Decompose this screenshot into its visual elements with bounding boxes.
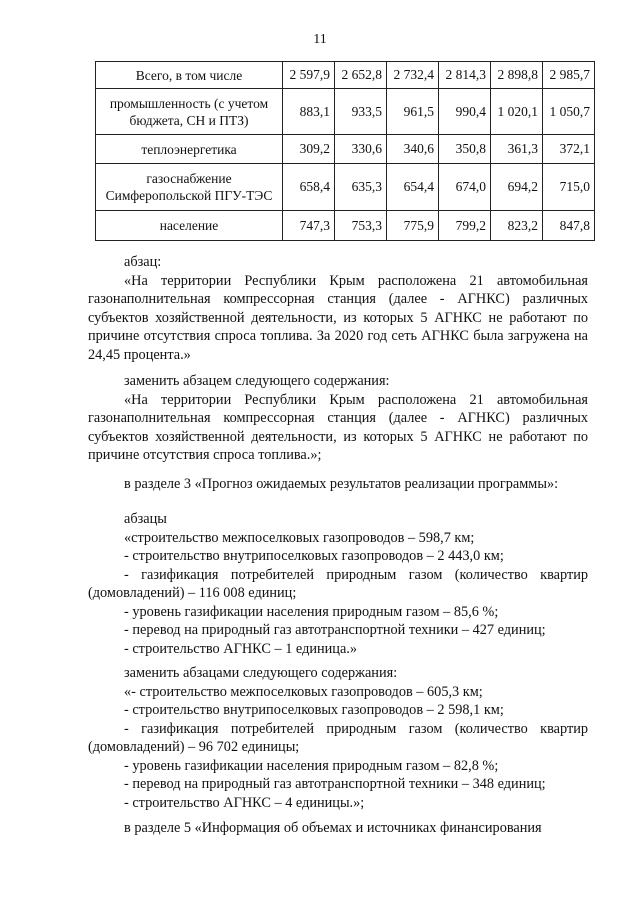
page-number: 11 — [313, 32, 327, 47]
table-row — [96, 62, 595, 89]
cell: 823,2 — [491, 211, 543, 241]
cell: 2 597,9 — [283, 62, 335, 89]
cell: 883,1 — [283, 89, 335, 135]
cell: 753,3 — [335, 211, 387, 241]
list-item: - уровень газификации населения природным газом – 82,8 %; — [124, 757, 499, 774]
cell: 361,3 — [491, 135, 543, 164]
cell: 961,5 — [387, 89, 439, 135]
list-item: «строительство межпоселковых газопроводов – 598,7 км; — [124, 529, 475, 546]
cell: 2 985,7 — [543, 62, 595, 89]
cell: 2 814,3 — [439, 62, 491, 89]
row-label: газоснабжение Симферопольской ПГУ-ТЭС — [96, 164, 283, 211]
cell: 658,4 — [283, 164, 335, 211]
cell: 2 732,4 — [387, 62, 439, 89]
cell: 309,2 — [283, 135, 335, 164]
new-list-block — [88, 664, 588, 812]
old-paragraph: «На территории Республики Крым расположена 21 автомобильная газонаполнительная компрессорная станция (далее - АГНКС) различных субъектов хозяйственной деятельности, из которых 5 АГНКС не работают по причине отсутствия спроса топлива. За 2020 год сеть АГНКС была загружена на 24,45 процента.» — [88, 272, 588, 363]
list-item: - строительство внутрипоселковых газопроводов – 2 443,0 км; — [124, 548, 504, 564]
cell: 747,3 — [283, 211, 335, 241]
abzac-block — [88, 253, 588, 364]
list-item: - перевод на природный газ автотранспортной техники – 427 единиц; — [124, 622, 546, 638]
cell: 2 898,8 — [491, 62, 543, 89]
row-label: население — [96, 211, 283, 241]
list-item: - строительство АГНКС – 4 единицы.»; — [124, 794, 365, 811]
replace-block — [88, 372, 588, 465]
section3-heading: в разделе 3 «Прогноз ожидаемых результатов реализации программы»: — [124, 476, 559, 492]
list-item: - строительство АГНКС – 1 единица.» — [124, 640, 358, 657]
old-list-block — [88, 510, 588, 658]
section5-heading: в разделе 5 «Информация об объемах и источниках финансирования — [124, 820, 542, 836]
cell: 694,2 — [491, 164, 543, 211]
list-item: «- строительство межпоселковых газопроводов – 605,3 км; — [124, 683, 483, 700]
consumption-table — [95, 61, 595, 241]
abzac-label: абзац: — [124, 254, 162, 270]
cell: 340,6 — [387, 135, 439, 164]
replace-label-2: заменить абзацами следующего содержания: — [124, 665, 398, 681]
abzacy-label: абзацы — [124, 511, 167, 527]
section3-block — [88, 475, 588, 494]
cell: 1 020,1 — [491, 89, 543, 135]
table-row — [96, 135, 595, 164]
list-item: - перевод на природный газ автотранспортной техники – 348 единиц; — [124, 776, 546, 792]
cell: 1 050,7 — [543, 89, 595, 135]
cell: 654,4 — [387, 164, 439, 211]
list-item: - уровень газификации населения природным газом – 85,6 %; — [124, 603, 499, 620]
list-item: - строительство внутрипоселковых газопроводов – 2 598,1 км; — [124, 702, 504, 718]
cell: 775,9 — [387, 211, 439, 241]
row-label: промышленность (с учетом бюджета, СН и ПТЗ) — [96, 89, 283, 135]
cell: 372,1 — [543, 135, 595, 164]
table-row — [96, 164, 595, 211]
cell: 715,0 — [543, 164, 595, 211]
cell: 350,8 — [439, 135, 491, 164]
row-label: Всего, в том числе — [96, 62, 283, 89]
new-paragraph: «На территории Республики Крым расположена 21 автомобильная газонаполнительная компрессорная станция (далее - АГНКС) различных субъектов хозяйственной деятельности, из которых 5 АГНКС не работают по причине отсутствия спроса топлива.»; — [88, 391, 588, 463]
list-item: - газификация потребителей природным газом (количество квартир (домовладений) – 116 008 единиц; — [88, 566, 588, 601]
row-label: теплоэнергетика — [96, 135, 283, 164]
cell: 635,3 — [335, 164, 387, 211]
cell: 847,8 — [543, 211, 595, 241]
cell: 933,5 — [335, 89, 387, 135]
cell: 674,0 — [439, 164, 491, 211]
cell: 990,4 — [439, 89, 491, 135]
cell: 799,2 — [439, 211, 491, 241]
list-item: - газификация потребителей природным газом (количество квартир (домовладений) – 96 702 единицы; — [88, 720, 588, 755]
section5-block — [88, 819, 588, 838]
replace-label: заменить абзацем следующего содержания: — [124, 373, 390, 389]
cell: 2 652,8 — [335, 62, 387, 89]
table-row — [96, 89, 595, 135]
table-row — [96, 211, 595, 241]
cell: 330,6 — [335, 135, 387, 164]
